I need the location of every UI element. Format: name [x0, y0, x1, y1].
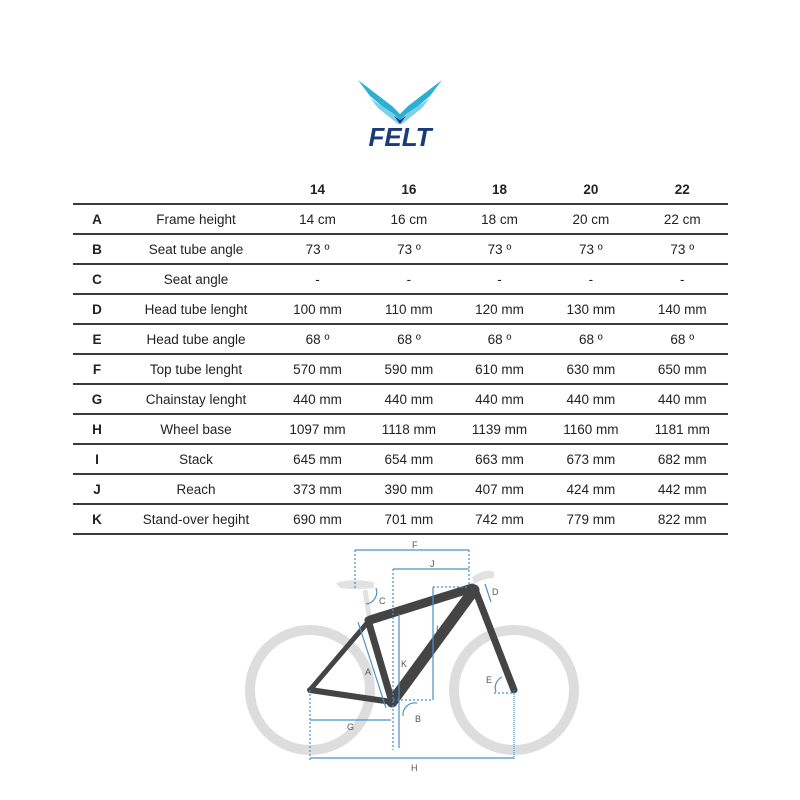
label-b: B [415, 714, 422, 724]
cell: 630 mm [545, 354, 636, 384]
header-letter [73, 175, 121, 204]
row-name: Head tube lenght [121, 294, 271, 324]
table-header-row [73, 175, 728, 204]
cell: 442 mm [637, 474, 728, 504]
row-letter: H [73, 414, 121, 444]
cell: - [271, 264, 364, 294]
cell: - [364, 264, 454, 294]
cell: 650 mm [637, 354, 728, 384]
cell: 140 mm [637, 294, 728, 324]
cell: 73 º [637, 234, 728, 264]
row-name: Frame height [121, 204, 271, 234]
cell: 68 º [454, 324, 545, 354]
row-name: Stack [121, 444, 271, 474]
label-a: A [365, 667, 372, 677]
header-size-20: 20 [583, 181, 599, 197]
header-size-18: 18 [491, 181, 507, 197]
header-size-22: 22 [674, 181, 690, 197]
cell: 1160 mm [545, 414, 636, 444]
row-letter: D [73, 294, 121, 324]
row-letter: A [73, 204, 121, 234]
table-row [73, 204, 728, 234]
cell: 440 mm [545, 384, 636, 414]
cell: 100 mm [271, 294, 364, 324]
cell: 822 mm [637, 504, 728, 534]
cell: 14 cm [271, 204, 364, 234]
cell: 570 mm [271, 354, 364, 384]
row-name: Stand-over hegiht [121, 504, 271, 534]
cell: 440 mm [637, 384, 728, 414]
row-letter: E [73, 324, 121, 354]
cell: 424 mm [545, 474, 636, 504]
table-row [73, 354, 728, 384]
cell: 390 mm [364, 474, 454, 504]
cell: 742 mm [454, 504, 545, 534]
cell: - [454, 264, 545, 294]
label-i: I [436, 624, 439, 634]
row-letter: C [73, 264, 121, 294]
cell: 440 mm [454, 384, 545, 414]
table-row [73, 384, 728, 414]
header-size-16: 16 [401, 181, 417, 197]
cell: - [637, 264, 728, 294]
cell: 779 mm [545, 504, 636, 534]
label-f: F [412, 540, 418, 550]
cell: 73 º [271, 234, 364, 264]
cell: 22 cm [637, 204, 728, 234]
cell: 68 º [271, 324, 364, 354]
label-e: E [486, 675, 493, 685]
cell: 690 mm [271, 504, 364, 534]
cell: 673 mm [545, 444, 636, 474]
cell: 590 mm [364, 354, 454, 384]
row-name: Chainstay lenght [121, 384, 271, 414]
cell: 407 mm [454, 474, 545, 504]
geometry-table [73, 175, 728, 535]
header-size-14: 14 [310, 181, 326, 197]
cell: 20 cm [545, 204, 636, 234]
cell: 68 º [364, 324, 454, 354]
cell: 663 mm [454, 444, 545, 474]
row-name: Seat tube angle [121, 234, 271, 264]
table-row [73, 444, 728, 474]
cell: 610 mm [454, 354, 545, 384]
label-j: J [430, 559, 435, 569]
row-name: Reach [121, 474, 271, 504]
label-g: G [347, 722, 355, 732]
row-letter: K [73, 504, 121, 534]
cell: 120 mm [454, 294, 545, 324]
cell: 130 mm [545, 294, 636, 324]
brand-wordmark: FELT [368, 122, 432, 152]
table-row [73, 294, 728, 324]
felt-wings-icon [330, 72, 470, 152]
table-row [73, 234, 728, 264]
cell: 682 mm [637, 444, 728, 474]
table-row [73, 264, 728, 294]
bike-frame-icon [240, 530, 580, 780]
row-name: Seat angle [121, 264, 271, 294]
label-k: K [401, 659, 408, 669]
cell: - [545, 264, 636, 294]
cell: 73 º [364, 234, 454, 264]
cell: 110 mm [364, 294, 454, 324]
row-letter: I [73, 444, 121, 474]
row-name: Head tube angle [121, 324, 271, 354]
table-row [73, 474, 728, 504]
cell: 18 cm [454, 204, 545, 234]
cell: 645 mm [271, 444, 364, 474]
table-row [73, 324, 728, 354]
row-letter: J [73, 474, 121, 504]
cell: 1139 mm [454, 414, 545, 444]
cell: 373 mm [271, 474, 364, 504]
cell: 1181 mm [637, 414, 728, 444]
cell: 654 mm [364, 444, 454, 474]
bike-geometry-diagram [240, 530, 580, 780]
row-letter: B [73, 234, 121, 264]
row-name: Top tube lenght [121, 354, 271, 384]
label-d: D [492, 587, 499, 597]
felt-logo [330, 72, 470, 152]
cell: 1118 mm [364, 414, 454, 444]
cell: 701 mm [364, 504, 454, 534]
cell: 1097 mm [271, 414, 364, 444]
row-letter: G [73, 384, 121, 414]
cell: 440 mm [271, 384, 364, 414]
label-h: H [411, 763, 418, 773]
table-row [73, 414, 728, 444]
header-name [121, 175, 271, 204]
row-letter: F [73, 354, 121, 384]
cell: 68 º [637, 324, 728, 354]
row-name: Wheel base [121, 414, 271, 444]
cell: 440 mm [364, 384, 454, 414]
cell: 73 º [454, 234, 545, 264]
cell: 16 cm [364, 204, 454, 234]
cell: 73 º [545, 234, 636, 264]
cell: 68 º [545, 324, 636, 354]
label-c: C [379, 596, 386, 606]
